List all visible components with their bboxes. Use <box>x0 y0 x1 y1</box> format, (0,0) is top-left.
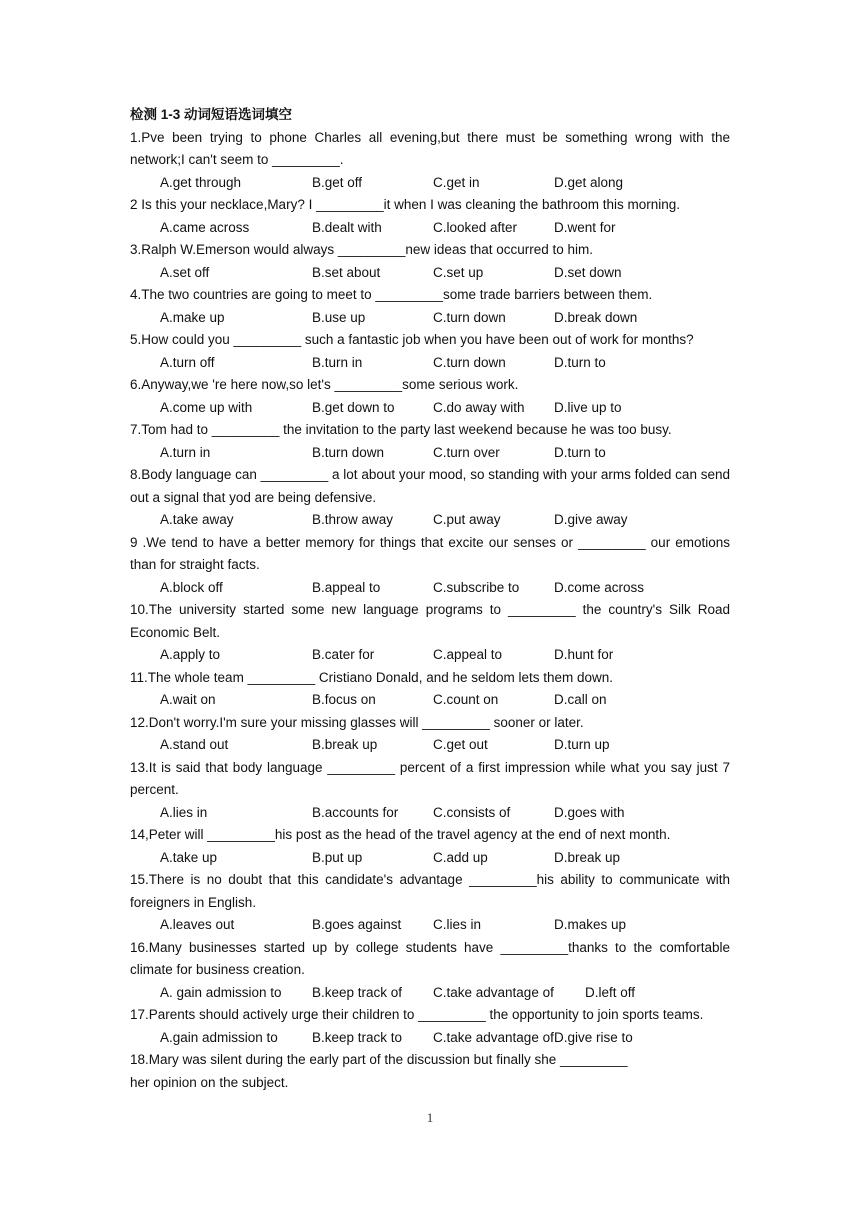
option-a: A.gain admission to <box>160 1029 278 1045</box>
question-text: 5.How could you _________ such a fantastic job when you have been out of work for months? <box>130 332 694 347</box>
question-item <box>130 464 730 532</box>
question-text: 7.Tom had to _________ the invitation to the party last weekend because he was too busy. <box>130 422 672 437</box>
option-a: A. gain admission to <box>160 984 282 1000</box>
options-row <box>130 172 730 195</box>
option-b: B.dealt with <box>312 219 382 235</box>
question-text: 9 .We tend to have a better memory for things that excite our senses or _________ our emotions than for straight facts. <box>130 534 730 572</box>
question-item <box>130 284 730 329</box>
option-d: D.live up to <box>554 399 622 415</box>
options-row <box>130 1027 730 1050</box>
option-a: A.block off <box>160 579 223 595</box>
options-row <box>130 217 730 240</box>
option-b: B.keep track of <box>312 984 403 1000</box>
option-c: C.consists of <box>433 804 511 820</box>
options-row <box>130 307 730 330</box>
document-content <box>130 104 730 1094</box>
question-text: 1.Pve been trying to phone Charles all evening,but there must be something wrong with the network;I can't seem to _________. <box>130 129 730 167</box>
option-a: A.stand out <box>160 737 229 752</box>
options-row <box>130 509 730 532</box>
question-item <box>130 329 730 374</box>
option-d: D.break up <box>554 849 621 865</box>
question-item <box>130 127 730 195</box>
option-d: D.goes with <box>554 804 625 820</box>
page-title: 检测 1-3 动词短语选词填空 <box>130 107 293 122</box>
option-a: A.make up <box>160 309 225 325</box>
option-a: A.turn in <box>160 444 211 460</box>
option-d: D.hunt for <box>554 647 614 662</box>
option-c: C.looked after <box>433 219 518 235</box>
question-text: 12.Don't worry.I'm sure your missing glasses will _________ sooner or later. <box>130 714 584 730</box>
options-row <box>130 689 730 712</box>
question-item <box>130 667 730 712</box>
option-d: D.come across <box>554 579 645 595</box>
option-a: A.apply to <box>160 647 221 662</box>
option-b: B.get off <box>312 174 363 190</box>
option-b: B.use up <box>312 309 366 325</box>
question-text: 15.There is no doubt that this candidate's advantage _________his ability to communicate with foreigners in English. <box>130 872 730 910</box>
option-b: B.accounts for <box>312 804 399 820</box>
question-18-line-2: her opinion on the subject. <box>130 1074 289 1090</box>
question-text: 17.Parents should actively urge their children to _________ the opportunity to join sports teams. <box>130 1007 704 1022</box>
option-c: C.appeal to <box>433 647 503 662</box>
option-d: D.turn to <box>554 354 606 370</box>
question-item <box>130 599 730 667</box>
option-a: A.take up <box>160 849 218 865</box>
question-item <box>130 824 730 869</box>
question-list <box>130 127 730 1050</box>
question-text: 6.Anyway,we 're here now,so let's _________some serious work. <box>130 377 519 392</box>
option-b: B.turn down <box>312 444 385 460</box>
options-row <box>130 644 730 667</box>
options-row <box>130 802 730 825</box>
option-b: B.turn in <box>312 354 363 370</box>
option-d: D.get along <box>554 174 624 190</box>
question-item <box>130 712 730 757</box>
option-c: C.set up <box>433 264 484 280</box>
option-c: C.subscribe to <box>433 579 520 595</box>
question-item <box>130 194 730 239</box>
option-d: D.break down <box>554 309 638 325</box>
options-row <box>130 262 730 285</box>
question-text: 8.Body language can _________ a lot about your mood, so standing with your arms folded can send out a signal that yod are being defensive. <box>130 467 730 505</box>
option-b: B.get down to <box>312 399 395 415</box>
option-c: C.turn over <box>433 444 500 460</box>
option-c: C.turn down <box>433 309 506 325</box>
question-item <box>130 532 730 600</box>
question-item <box>130 937 730 1005</box>
option-d: D.makes up <box>554 917 627 932</box>
option-c: C.do away with <box>433 399 525 415</box>
question-text: 4.The two countries are going to meet to _________some trade barriers between them. <box>130 287 653 302</box>
question-item <box>130 1004 730 1049</box>
option-b: B.keep track to <box>312 1029 403 1045</box>
option-a: A.wait on <box>160 692 216 707</box>
option-a: A.set off <box>160 264 210 280</box>
option-a: A.take away <box>160 512 234 527</box>
option-a: A.turn off <box>160 354 215 370</box>
question-item <box>130 419 730 464</box>
option-b: B.set about <box>312 264 381 280</box>
options-row <box>130 577 730 600</box>
options-row <box>130 847 730 870</box>
option-d: D.left off <box>585 984 636 1000</box>
option-d: D.set down <box>554 264 622 280</box>
option-b: B.put up <box>312 849 363 865</box>
option-a: A.leaves out <box>160 917 235 932</box>
option-d: D.turn to <box>554 444 606 460</box>
question-item <box>130 374 730 419</box>
options-row <box>130 734 730 757</box>
option-b: B.break up <box>312 737 378 752</box>
question-text: 2 Is this your necklace,Mary? I _________it when I was cleaning the bathroom this morning. <box>130 197 681 212</box>
option-c: C.turn down <box>433 354 506 370</box>
options-row <box>130 982 730 1005</box>
question-text: 13.It is said that body language _________ percent of a first impression while what you say just 7 percent. <box>130 759 730 797</box>
option-c: C.take advantage of <box>433 1029 554 1045</box>
page-number: 1 <box>426 1110 434 1125</box>
option-c: C.get out <box>433 737 488 752</box>
option-b: B.goes against <box>312 917 402 932</box>
option-c: C.take advantage of <box>433 984 554 1000</box>
option-b: B.focus on <box>312 692 376 707</box>
option-c: C.add up <box>433 849 488 865</box>
option-d: D.give away <box>554 512 628 527</box>
question-text: 10.The university started some new language programs to _________ the country's Silk Road Economic Belt. <box>130 602 730 640</box>
option-a: A.came across <box>160 219 250 235</box>
option-a: A.lies in <box>160 804 208 820</box>
option-c: C.lies in <box>433 917 482 932</box>
option-b: B.throw away <box>312 512 394 527</box>
option-c: C.count on <box>433 692 499 707</box>
question-18-line-1: 18.Mary was silent during the early part of the discussion but finally she _________ <box>130 1052 628 1067</box>
options-row <box>130 914 730 937</box>
question-item <box>130 869 730 937</box>
option-b: B.cater for <box>312 647 375 662</box>
option-c: C.get in <box>433 174 480 190</box>
question-item <box>130 757 730 825</box>
option-b: B.appeal to <box>312 579 381 595</box>
question-text: 14,Peter will _________his post as the head of the travel agency at the end of next month. <box>130 827 671 842</box>
question-text: 16.Many businesses started up by college students have _________thanks to the comfortable climate for business creation. <box>130 939 730 977</box>
question-text: 11.The whole team _________ Cristiano Donald, and he seldom lets them down. <box>130 669 614 685</box>
option-a: A.get through <box>160 174 242 190</box>
option-c: C.put away <box>433 512 501 527</box>
option-a: A.come up with <box>160 399 253 415</box>
option-d: D.turn up <box>554 737 610 752</box>
options-row <box>130 352 730 375</box>
question-text: 3.Ralph W.Emerson would always _________new ideas that occurred to him. <box>130 242 594 257</box>
options-row <box>130 397 730 420</box>
option-d: D.give rise to <box>554 1029 633 1045</box>
options-row <box>130 442 730 465</box>
option-d: D.went for <box>554 219 616 235</box>
question-item <box>130 239 730 284</box>
option-d: D.call on <box>554 692 607 707</box>
